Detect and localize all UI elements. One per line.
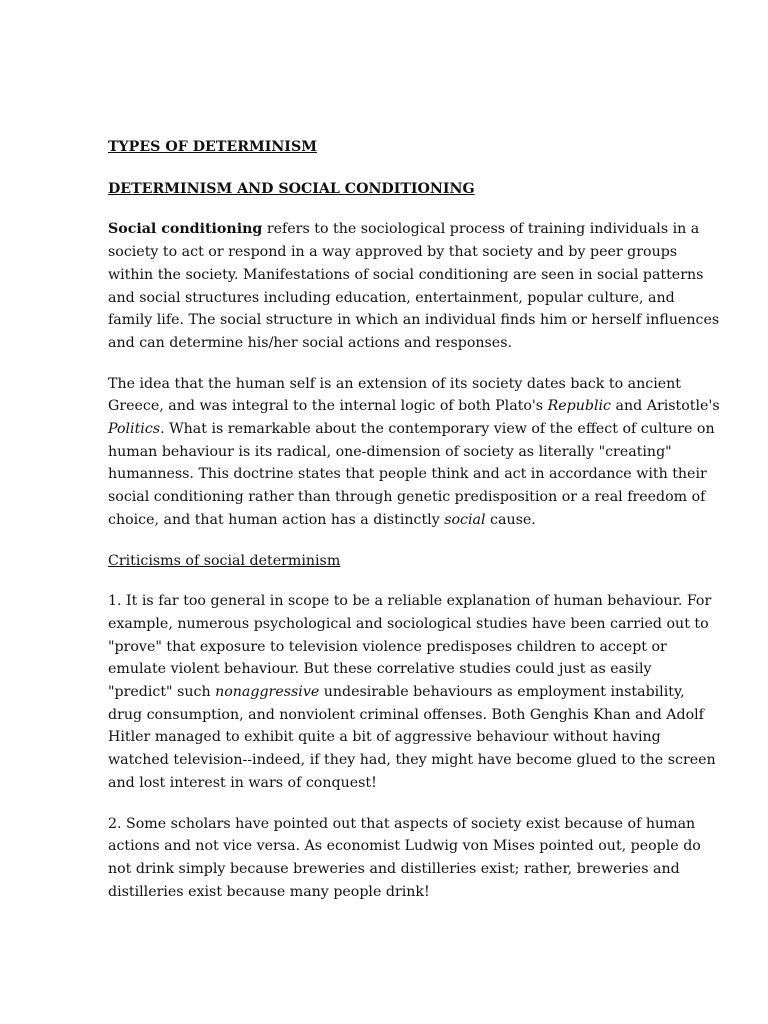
criticisms-heading: Criticisms of social determinism [108, 552, 341, 569]
paragraph-text: . What is remarkable about the contemporary view of the effect of culture on human behaviour is its radical, one-dimension of society as literally "creating" humanness. This doctrine states that people think and act in accordance with their social conditioning rather than through genetic predisposition or a real freedom of choice, and that human action has a distinctly [108, 421, 715, 528]
paragraph-greek-origins [108, 373, 720, 532]
document-title: TYPES OF DETERMINISM [108, 139, 317, 155]
paragraph-text: undesirable behaviours as employment instability, drug consumption, and nonviolent criminal offenses. Both Genghis Khan and Adolf Hitler managed to exhibit quite a bit of aggressive behaviour without having watched television--indeed, if they had, they might have become glued to the screen and lost interest in wars of conquest! [108, 684, 716, 791]
paragraph-text: 1. It is far too general in scope to be a reliable explanation of human behaviour. For example, numerous psychological and sociological studies have been carried out to "prove" that exposure to television violence predisposes children to accept or emulate violent behaviour. But these correlative studies could just as easily "predict" such [108, 593, 712, 701]
emphasis-nonaggressive: nonaggressive [215, 684, 320, 701]
criticism-1 [108, 590, 720, 794]
section-title: DETERMINISM AND SOCIAL CONDITIONING [108, 180, 475, 197]
paragraph-text: and Aristotle's [611, 398, 720, 415]
paragraph-text: The idea that the human self is an extension of its society dates back to ancient Greece, and was integral to the internal logic of both Plato's [108, 375, 681, 415]
paragraph-social-conditioning [108, 218, 720, 354]
document-page [108, 136, 720, 921]
emphasis-social: social [444, 511, 486, 528]
paragraph-text: cause. [485, 511, 536, 528]
work-title-republic: Republic [547, 398, 611, 415]
work-title-politics: Politics [108, 421, 161, 438]
criticism-2: 2. Some scholars have pointed out that aspects of society exist because of human actions and not vice versa. As economist Ludwig von Mises pointed out, people do not drink simply because breweries and distilleries exist; rather, breweries and distilleries exist because many people drink! [108, 815, 701, 900]
term-social-conditioning: Social conditioning [108, 221, 263, 238]
paragraph-text: refers to the sociological process of training individuals in a society to act or respond in a way approved by that society and by peer groups within the society. Manifestations of social conditioning are seen in social patterns and social structures including education, entertainment, popular culture, and family life. The social structure in which an individual finds him or herself influences and can determine his/her social actions and responses. [108, 221, 720, 351]
